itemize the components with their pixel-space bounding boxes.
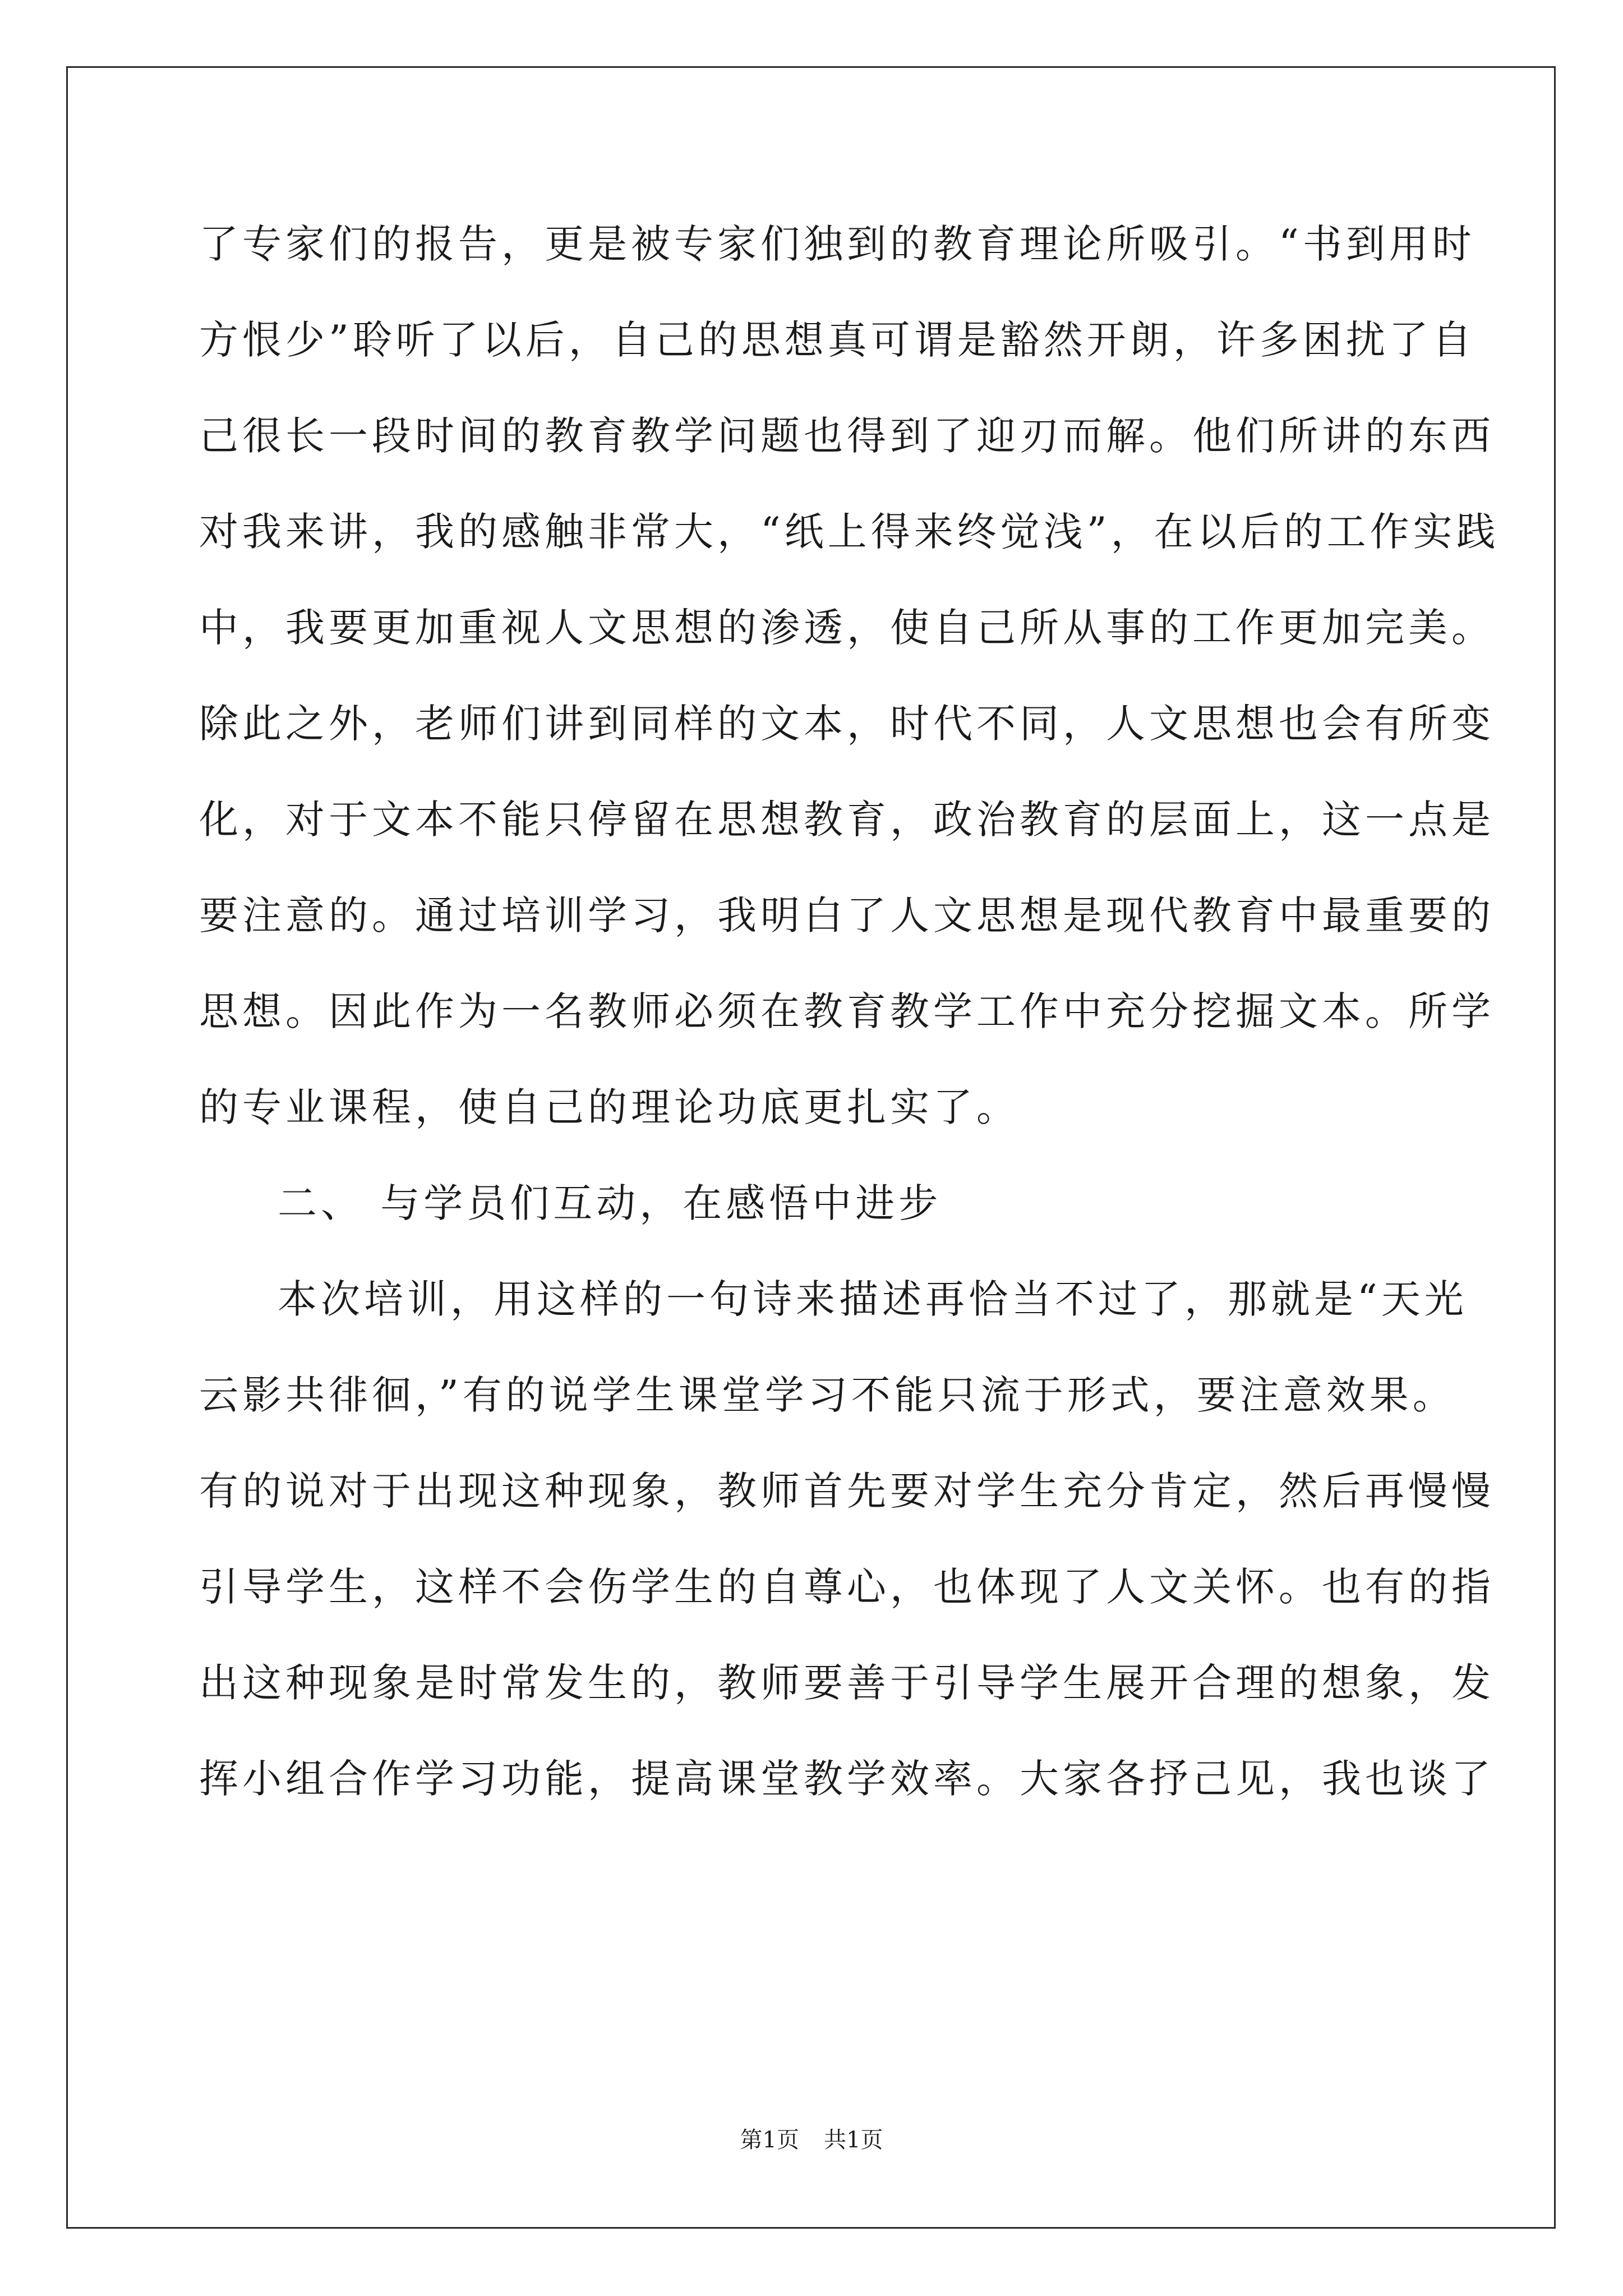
page-footer <box>0 2126 1623 2154</box>
text-line: 本次培训，用这样的一句诗来描述再恰当不过了，那就是“天光 <box>278 1276 1468 1322</box>
text-line: 了专家们的报告，更是被专家们独到的教育理论所吸引。“书到用时 <box>199 221 1476 267</box>
document-body <box>199 210 1500 1841</box>
text-line: 二、 与学员们互动，在感悟中进步 <box>278 1180 942 1226</box>
text-line: 要注意的。通过培训学习，我明白了人文思想是现代教育中最重要的 <box>199 892 1495 938</box>
text-line: 方恨少”聆听了以后，自己的思想真可谓是豁然开朗，许多困扰了自 <box>199 317 1476 363</box>
text-line: 云影共徘徊，”有的说学生课堂学习不能只流于形式，要注意效果。 <box>199 1372 1456 1418</box>
text-line: 对我来讲，我的感触非常大，“纸上得来终觉浅”，在以后的工作实践 <box>199 509 1500 555</box>
text-line: 化，对于文本不能只停留在思想教育，政治教育的层面上，这一点是 <box>199 797 1495 843</box>
page-total: 共1页 <box>824 2127 883 2153</box>
text-line: 除此之外，老师们讲到同样的文本，时代不同，人文思想也会有所变 <box>199 701 1495 747</box>
page-number: 第1页 <box>740 2127 799 2153</box>
text-line: 己很长一段时间的教育教学问题也得到了迎刃而解。他们所讲的东西 <box>199 413 1495 459</box>
text-line: 引导学生，这样不会伤学生的自尊心，也体现了人文关怀。也有的指 <box>199 1564 1495 1610</box>
text-line: 有的说对于出现这种现象，教师首先要对学生充分肯定，然后再慢慢 <box>199 1468 1495 1514</box>
text-line: 思想。因此作为一名教师必须在教育教学工作中充分挖掘文本。所学 <box>199 988 1495 1034</box>
text-line: 挥小组合作学习功能，提高课堂教学效率。大家各抒己见，我也谈了 <box>199 1756 1495 1802</box>
text-line: 出这种现象是时常发生的，教师要善于引导学生展开合理的想象，发 <box>199 1660 1495 1706</box>
text-line: 中，我要更加重视人文思想的渗透，使自己所从事的工作更加完美。 <box>199 605 1495 651</box>
text-line: 的专业课程，使自己的理论功底更扎实了。 <box>199 1084 1020 1130</box>
